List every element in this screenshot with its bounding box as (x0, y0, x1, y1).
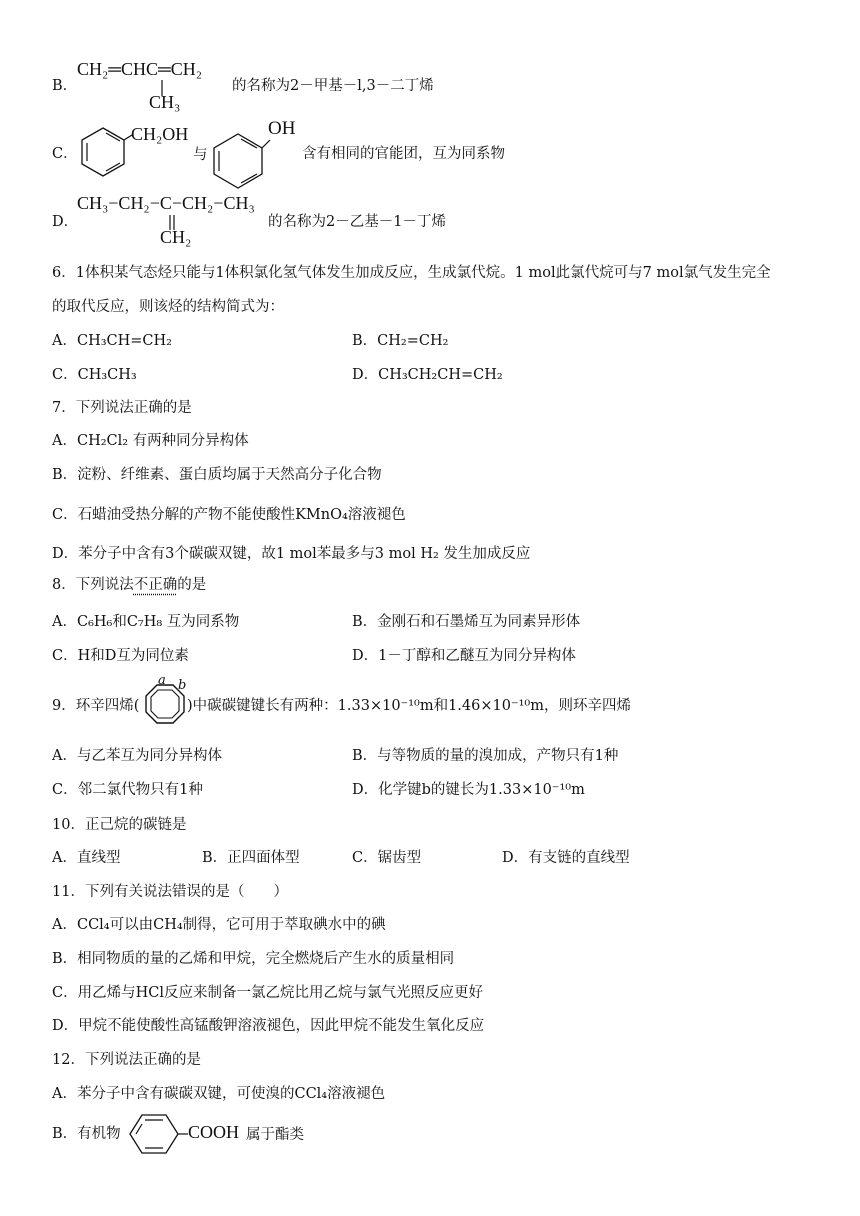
option-b: B．与等物质的量的溴加成，产物只有1种 (352, 748, 619, 764)
structure-group: OH (268, 118, 296, 139)
stem-text: 8．下列说法 (52, 577, 134, 593)
option-b: B．正四面体型 (202, 850, 300, 866)
structure-group: CH₂OH (131, 124, 189, 144)
option-a: A．CH₂Cl₂ 有两种同分异构体 (52, 433, 249, 449)
option-text: 含有相同的官能团，互为同系物 (302, 146, 505, 162)
question-stem (52, 575, 206, 595)
option-text: 的名称为2－甲基－l,3－二丁烯 (232, 78, 434, 94)
option-b-text: 属于酯类 (246, 1127, 304, 1143)
question-stem: 6．1体积某气态烃只能与1体积氯化氢气体发生加成反应，生成氯代烷。1 mol此氯代烷可与7 mol氯气发生完全 (52, 265, 771, 281)
option-d: D．1－丁醇和乙醚互为同分异构体 (352, 648, 576, 664)
option-d: D．CH₃CH₂CH=CH₂ (352, 367, 503, 383)
option-d: D．化学键b的键长为1.33×10⁻¹⁰m (352, 782, 585, 798)
option-d: D．有支链的直线型 (502, 850, 630, 866)
question-stem: 10．正己烷的碳链是 (52, 817, 187, 833)
structure-branch: CH₂ (160, 227, 192, 247)
question-stem: 9．环辛四烯( (52, 698, 140, 714)
option-connector: 与 (193, 147, 208, 163)
option-c: C．H和D互为同位素 (52, 648, 189, 664)
option-a: A．CCl₄可以由CH₄制得，它可用于萃取碘水中的碘 (52, 917, 386, 933)
option-a: A．与乙苯互为同分异构体 (52, 748, 222, 764)
bond-label-a: a (158, 673, 166, 688)
option-b: B．CH₂=CH₂ (352, 333, 449, 349)
option-c: C．用乙烯与HCl反应来制备一氯乙烷比用乙烷与氯气光照反应更好 (52, 985, 483, 1001)
option-b: B．相同物质的量的乙烯和甲烷，完全燃烧后产生水的质量相同 (52, 951, 455, 967)
structure-chain: CH₃−CH₂−C−CH₂−CH₃ (77, 193, 255, 213)
option-a: A．C₆H₆和C₇H₈ 互为同系物 (52, 614, 240, 630)
option-d: D．苯分子中含有3个碳碳双键，故1 mol苯最多与3 mol H₂ 发生加成反应 (52, 546, 531, 562)
structure-chain: CH₂═CHC═CH₂ (77, 59, 203, 79)
benzene-ring-icon (0, 0, 1, 1)
option-b: B．淀粉、纤维素、蛋白质均属于天然高分子化合物 (52, 467, 382, 483)
question-stem: 12．下列说法正确的是 (52, 1052, 201, 1068)
option-letter: B． (52, 78, 78, 94)
option-b: B．金刚石和石墨烯互为同素异形体 (352, 614, 581, 630)
option-d: D．甲烷不能使酸性高锰酸钾溶液褪色，因此甲烷不能发生氧化反应 (52, 1018, 485, 1034)
structure-branch: CH₃ (149, 92, 181, 112)
option-c: C．锯齿型 (352, 850, 422, 866)
option-c: C．CH₃CH₃ (52, 367, 137, 383)
option-letter: C． (52, 146, 78, 162)
option-letter: D． (52, 214, 79, 230)
option-a: A．直线型 (52, 850, 121, 866)
question-stem: 的取代反应，则该烃的结构简式为： (52, 299, 284, 315)
stem-text: 的是 (177, 577, 207, 593)
bond-label-b: b (178, 678, 187, 693)
option-c: C．石蜡油受热分解的产物不能使酸性KMnO₄溶液褪色 (52, 507, 406, 523)
emphasis-text: 不正确 (133, 577, 178, 593)
option-text: 的名称为2－乙基－1－丁烯 (268, 214, 446, 230)
question-stem: 11．下列有关说法错误的是（ ） (52, 884, 288, 900)
option-c: C．邻二氯代物只有1种 (52, 782, 203, 798)
option-a: A．苯分子中含有碳碳双键，可使溴的CCl₄溶液褪色 (52, 1086, 386, 1102)
structure-group: COOH (188, 1122, 240, 1142)
question-stem: 7．下列说法正确的是 (52, 400, 192, 416)
option-b-prefix: B．有机物 (52, 1126, 121, 1142)
option-a: A．CH₃CH=CH₂ (52, 333, 172, 349)
question-stem: )中碳碳键键长有两种：1.33×10⁻¹⁰m和1.46×10⁻¹⁰m，则环辛四烯 (187, 698, 631, 714)
